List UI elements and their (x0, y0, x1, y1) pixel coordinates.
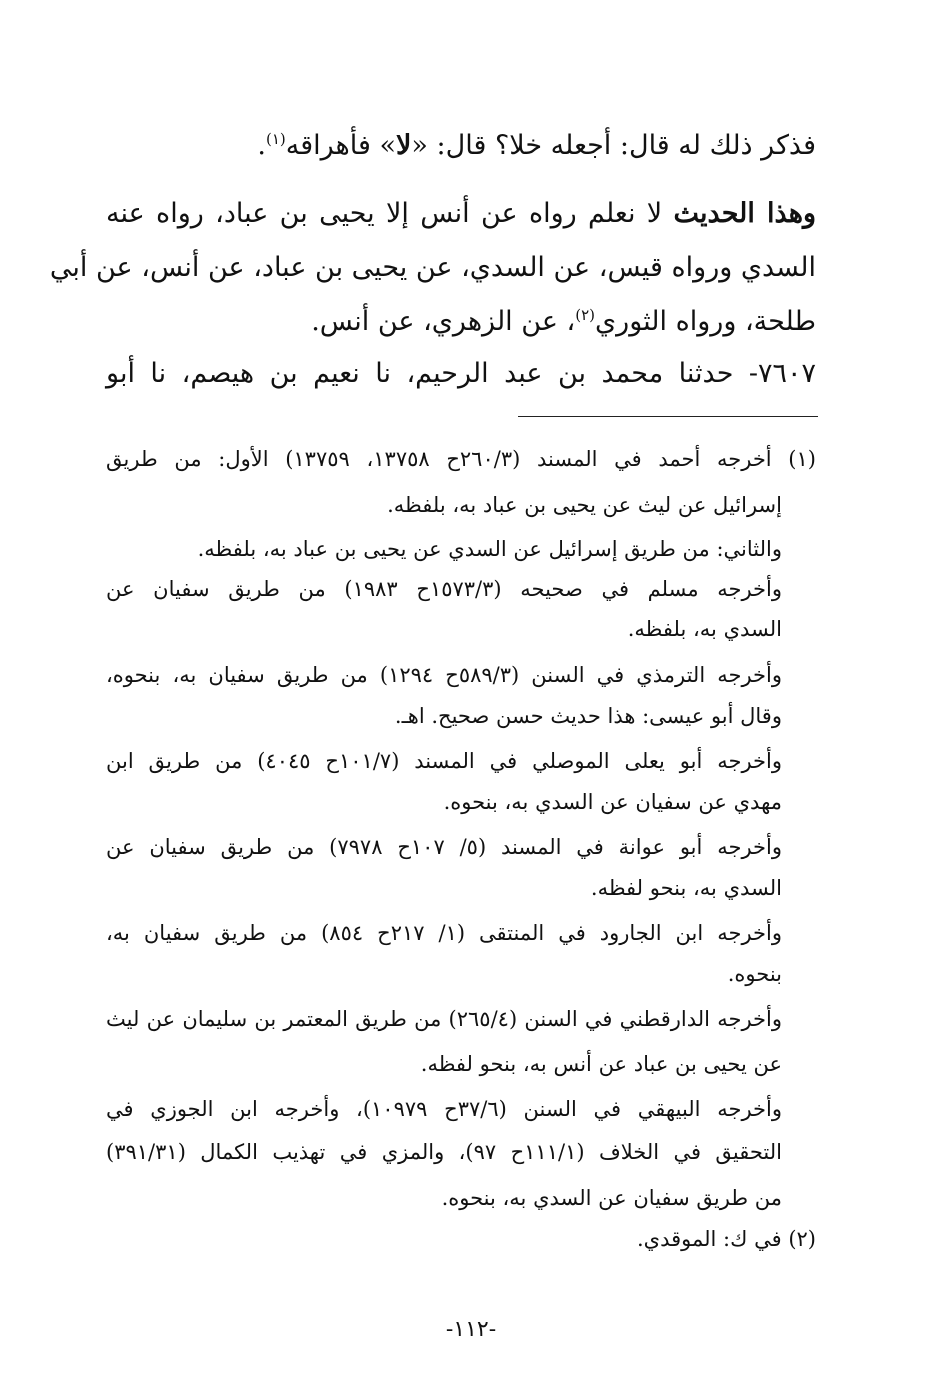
main-text-line-1 (106, 130, 816, 162)
main-text-segment: فذكر ذلك له قال: أجعله خلا؟ قال: « (411, 130, 816, 161)
footnote-line: والثاني: من طريق إسرائيل عن السدي عن يحيى بن عباد به، بلفظه. (197, 537, 782, 561)
main-text-line-4 (106, 306, 816, 338)
footnote-line: من طريق سفيان عن السدي به، بنحوه. (441, 1186, 782, 1210)
main-text-segment: » فأهراقه (285, 130, 396, 161)
footnote-line: التحقيق في الخلاف (١١١/١ح ٩٧)، والمزي في تهذيب الكمال (٣٩١/٣١) (106, 1140, 783, 1164)
footnote-line: بنحوه. (727, 962, 782, 986)
footnote-line: السدي به، بلفظه. (627, 617, 782, 641)
footnote-ref-1[interactable]: (١) (265, 130, 286, 148)
bold-quote: لا (396, 130, 412, 161)
footnote-line: السدي به، بنحو لفظه. (590, 876, 782, 900)
footnote-line: وقال أبو عيسى: هذا حديث حسن صحيح. اهـ. (394, 704, 782, 728)
main-text-segment: . (257, 130, 266, 161)
footnote-line: (١) أخرجه أحمد في المسند (٢٦٠/٣ح ١٣٧٥٨، ١٣٧٥٩) الأول: من طريق (106, 447, 816, 471)
footnote-line: إسرائيل عن ليث عن يحيى بن عباد به، بلفظه. (387, 493, 782, 517)
footnote-ref-2[interactable]: (٢) (575, 306, 596, 324)
main-text-segment: طلحة، ورواه الثوري (595, 306, 816, 337)
bold-heading: وهذا الحديث (673, 198, 816, 229)
footnote-line: وأخرجه الدارقطني في السنن (٢٦٥/٤) من طريق المعتمر بن سليمان عن ليث (106, 1007, 782, 1031)
footnote-line: عن يحيى بن عباد عن أنس به، بنحو لفظه. (420, 1052, 782, 1076)
footnote-line: وأخرجه ابن الجارود في المنتقى (١/ ٢١٧ح ٨٥٤) من طريق سفيان به، (106, 921, 782, 945)
footnote-divider (518, 416, 818, 417)
footnote-line: وأخرجه مسلم في صحيحه (١٥٧٣/٣ح ١٩٨٣) من طريق سفيان عن (106, 577, 783, 601)
footnote-line: وأخرجه أبو يعلى الموصلي في المسند (١٠١/٧ح ٤٠٤٥) من طريق ابن (106, 749, 782, 773)
page-number: -١١٢- (445, 1317, 497, 1342)
footnote-line: وأخرجه البيهقي في السنن (٣٧/٦ح ١٠٩٧٩)، وأخرجه ابن الجوزي في (106, 1097, 783, 1121)
footnote-line: (٢) في ك: الموقدي. (636, 1227, 816, 1251)
main-text-line-3: السدي ورواه قيس، عن السدي، عن يحيى بن عباد، عن أنس، عن أبي (49, 252, 816, 283)
main-text-segment: لا نعلم رواه عن أنس إلا يحيى بن عباد، رواه عنه (106, 198, 674, 229)
footnote-line: وأخرجه أبو عوانة في المسند (٥/ ١٠٧ح ٧٩٧٨) من طريق سفيان عن (106, 835, 782, 859)
footnote-line: مهدي عن سفيان عن السدي به، بنحوه. (443, 790, 782, 814)
main-text-segment: ، عن الزهري، عن أنس. (311, 306, 576, 337)
main-text-line-5: ٧٦٠٧- حدثنا محمد بن عبد الرحيم، نا نعيم بن هيصم، نا أبو (106, 358, 816, 389)
footnote-line: وأخرجه الترمذي في السنن (٥٨٩/٣ح ١٢٩٤) من طريق سفيان به، بنحوه، (106, 663, 783, 687)
main-text-line-2 (106, 198, 816, 230)
